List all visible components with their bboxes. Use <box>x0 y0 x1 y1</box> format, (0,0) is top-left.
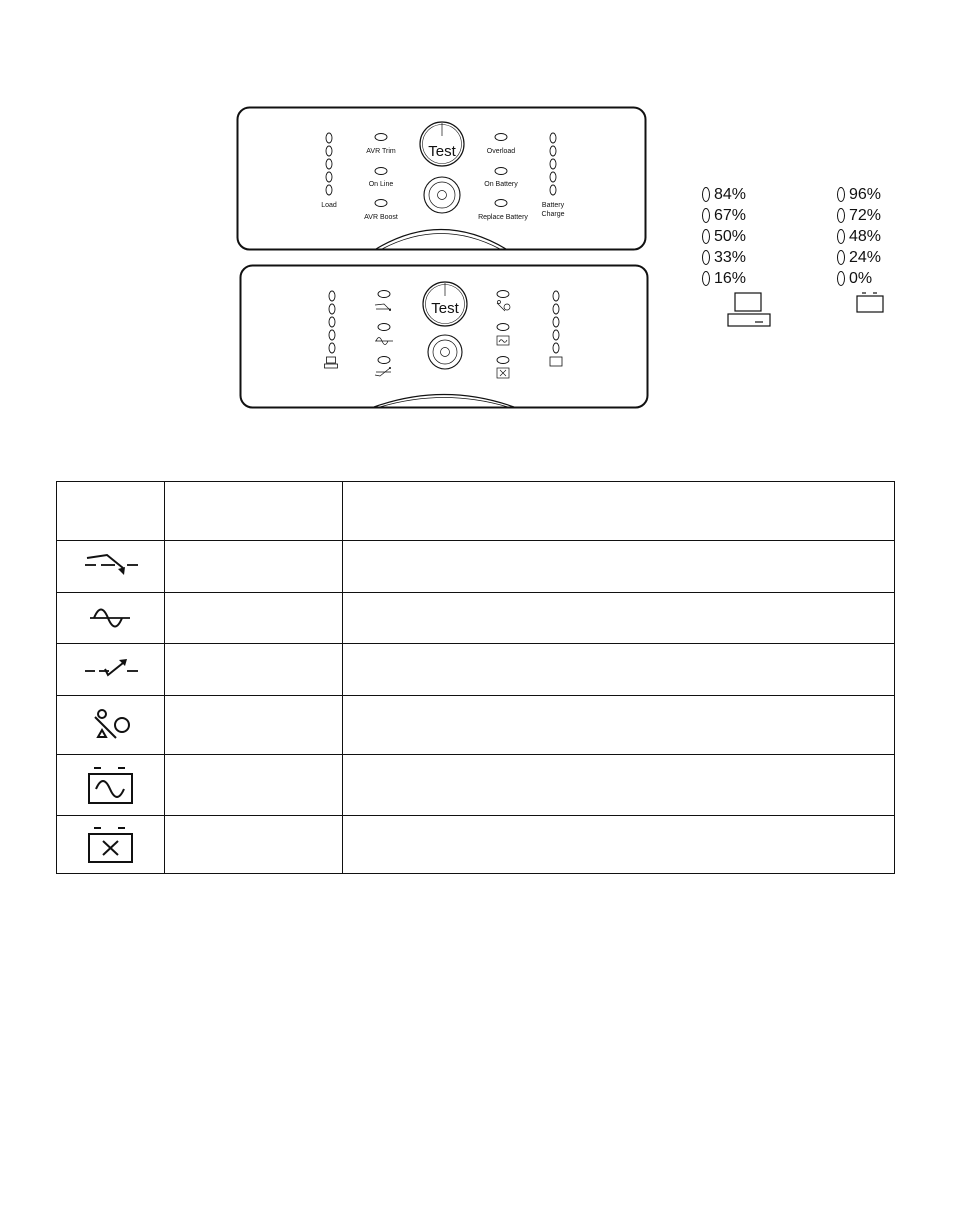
indicator-name-cell <box>165 816 343 874</box>
replace-battery-icon <box>87 825 135 865</box>
battery-level-row: 72% <box>837 205 881 226</box>
description-cell <box>343 816 895 874</box>
test-button[interactable] <box>420 122 464 166</box>
header-cell-icon <box>57 482 165 541</box>
replace-battery-label: Replace Battery <box>478 214 528 221</box>
led-indicator <box>837 187 845 202</box>
test-button-label: Test <box>428 143 456 160</box>
description-cell <box>343 696 895 755</box>
battery-level-row: 24% <box>837 247 881 268</box>
led-indicator <box>702 187 710 202</box>
load-label: Load <box>321 202 337 209</box>
led-indicator <box>702 250 710 265</box>
indicator-name-cell <box>165 696 343 755</box>
battery-charge-label-1: Battery <box>541 202 565 209</box>
avr-boost-icon <box>83 655 139 685</box>
description-cell <box>343 593 895 644</box>
front-panel-icons <box>239 264 650 410</box>
led-indicator <box>702 229 710 244</box>
computer-icon <box>727 292 772 328</box>
test-button-label-icons: Test <box>431 300 459 317</box>
load-level-row: 84% <box>702 184 746 205</box>
table-row <box>57 541 895 593</box>
test-button-icons[interactable] <box>423 282 467 326</box>
led-indicator <box>837 229 845 244</box>
battery-icon <box>855 291 885 313</box>
indicator-name-cell <box>165 541 343 593</box>
header-cell-description <box>343 482 895 541</box>
avr-trim-label: AVR Trim <box>366 148 396 155</box>
description-cell <box>343 755 895 816</box>
led-indicator <box>837 250 845 265</box>
indicator-name-cell <box>165 755 343 816</box>
overload-icon <box>87 706 135 744</box>
avr-trim-icon <box>83 552 139 582</box>
on-battery-icon <box>87 765 135 805</box>
led-description-table <box>56 481 895 874</box>
table-row <box>57 755 895 816</box>
on-line-label: On Line <box>368 181 394 188</box>
led-indicator <box>837 208 845 223</box>
power-button[interactable] <box>424 177 460 213</box>
table-row <box>57 593 895 644</box>
front-panel-labeled <box>236 106 648 252</box>
battery-level-row: 48% <box>837 226 881 247</box>
table-row <box>57 644 895 696</box>
on-line-icon <box>88 603 134 633</box>
power-button-icons[interactable] <box>428 335 462 369</box>
led-indicator <box>702 208 710 223</box>
led-indicator <box>702 271 710 286</box>
table-row <box>57 816 895 874</box>
table-row <box>57 696 895 755</box>
table-header-row <box>57 482 895 541</box>
led-indicator <box>837 271 845 286</box>
avr-boost-label: AVR Boost <box>364 214 398 221</box>
battery-charge-label-2: Charge <box>541 211 565 218</box>
battery-level-row: 96% <box>837 184 881 205</box>
description-cell <box>343 644 895 696</box>
indicator-name-cell <box>165 593 343 644</box>
indicator-name-cell <box>165 644 343 696</box>
header-cell-indicator <box>165 482 343 541</box>
overload-label: Overload <box>486 148 516 155</box>
battery-level-row: 0% <box>837 268 872 289</box>
load-level-row: 67% <box>702 205 746 226</box>
load-level-row: 33% <box>702 247 746 268</box>
load-level-row: 50% <box>702 226 746 247</box>
description-cell <box>343 541 895 593</box>
load-level-row: 16% <box>702 268 746 289</box>
on-battery-label: On Battery <box>484 181 518 188</box>
